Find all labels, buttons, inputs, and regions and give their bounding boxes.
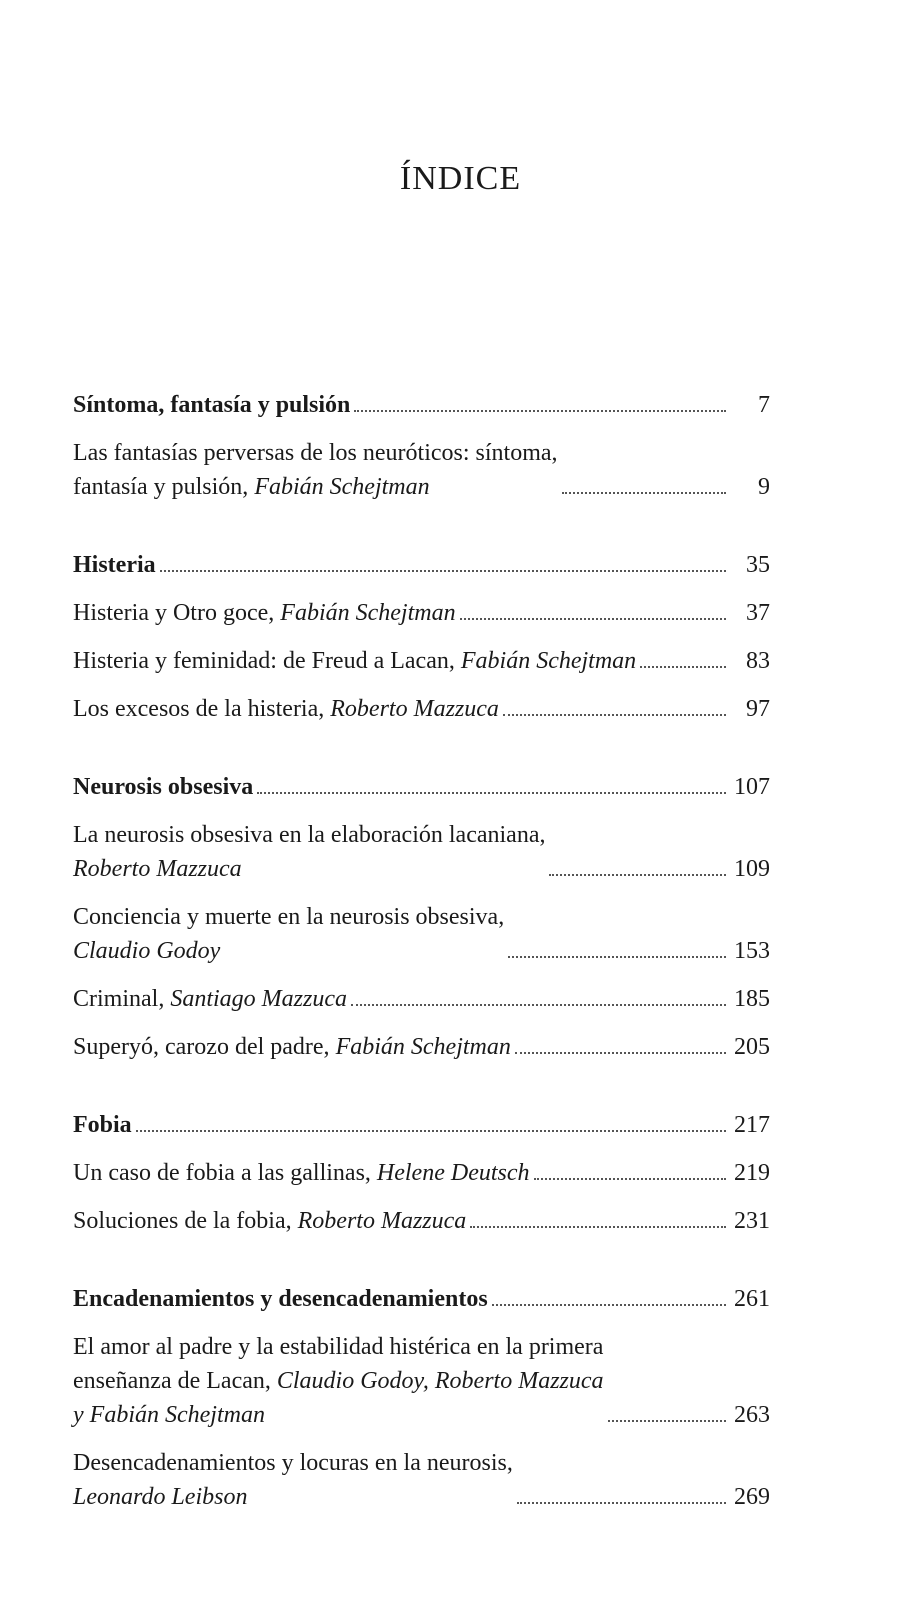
entry-author: Fabián Schejtman <box>280 600 456 626</box>
entry-author: y Fabián Schejtman <box>73 1402 265 1428</box>
page-number: 261 <box>734 1286 770 1312</box>
dot-leader <box>354 410 726 412</box>
entry-last-line <box>73 982 347 1016</box>
toc-entry <box>73 596 770 630</box>
dot-leader <box>492 1304 726 1306</box>
dot-leader <box>562 492 726 494</box>
entry-text <box>73 692 499 726</box>
entry-author: Roberto Mazzuca <box>73 856 242 882</box>
dot-leader <box>351 1004 726 1006</box>
page-number: 107 <box>734 774 770 800</box>
entry-text <box>73 1330 604 1432</box>
entry-author: Fabián Schejtman <box>460 648 637 674</box>
entry-author: Fabián Schejtman <box>254 474 430 500</box>
dot-leader <box>160 570 726 572</box>
page-number: 205 <box>734 1034 770 1060</box>
section-spacer <box>73 1252 770 1282</box>
entry-title-part: Superyó, carozo del padre, <box>73 1034 336 1060</box>
section-spacer <box>73 740 770 770</box>
entry-text <box>73 1446 513 1514</box>
section-heading <box>73 548 770 582</box>
toc-entry <box>73 1446 770 1514</box>
entry-title-part: Soluciones de la fobia, <box>73 1208 298 1234</box>
page-number: 7 <box>758 392 770 418</box>
toc-entry <box>73 1030 770 1064</box>
toc-section <box>73 1282 770 1514</box>
page-number: 263 <box>734 1402 770 1428</box>
dot-leader <box>470 1226 726 1228</box>
dot-leader <box>508 956 726 958</box>
section-heading-text: Histeria <box>73 552 156 578</box>
entry-text <box>73 596 456 630</box>
dot-leader <box>503 714 726 716</box>
toc-entry <box>73 818 770 886</box>
entry-last-line <box>73 1480 513 1514</box>
entry-text <box>73 982 347 1016</box>
entry-title-part: Los excesos de la histeria, <box>73 696 331 722</box>
page-number: 97 <box>746 696 770 722</box>
page-number: 35 <box>746 552 770 578</box>
page-number: 109 <box>734 856 770 882</box>
dot-leader <box>136 1130 726 1132</box>
entry-title-part: Histeria y Otro goce, <box>73 600 281 626</box>
entry-text <box>73 1156 530 1190</box>
entry-title-line: La neurosis obsesiva en la elaboración lacaniana, <box>73 822 546 848</box>
entry-last-line <box>73 1204 466 1238</box>
entry-title-part: enseñanza de Lacan, <box>73 1368 277 1394</box>
dot-leader <box>257 792 726 794</box>
toc-entry <box>73 900 770 968</box>
page-number: 9 <box>758 474 770 500</box>
entry-text <box>73 1030 511 1064</box>
toc-entry <box>73 436 770 504</box>
entry-author: Fabián Schejtman <box>335 1034 511 1060</box>
entry-last-line <box>73 1398 604 1432</box>
dot-leader <box>608 1420 726 1422</box>
section-heading <box>73 770 770 804</box>
table-of-contents <box>73 388 770 1528</box>
toc-section <box>73 1108 770 1238</box>
page-number: 37 <box>746 600 770 626</box>
entry-title-line: Las fantasías perversas de los neuróticos: síntoma, <box>73 440 558 466</box>
dot-leader <box>460 618 726 620</box>
page-number: 217 <box>734 1112 770 1138</box>
entry-last-line <box>73 1030 511 1064</box>
entry-author: Leonardo Leibson <box>73 1484 248 1510</box>
entry-title-line <box>73 1364 604 1398</box>
page-number: 185 <box>734 986 770 1012</box>
entry-text <box>73 900 504 968</box>
entry-last-line <box>73 692 499 726</box>
toc-entry <box>73 692 770 726</box>
toc-entry <box>73 1156 770 1190</box>
toc-section <box>73 548 770 726</box>
toc-entry <box>73 1204 770 1238</box>
entry-author: Roberto Mazzuca <box>297 1208 467 1234</box>
section-heading-text: Síntoma, fantasía y pulsión <box>73 392 351 418</box>
dot-leader <box>517 1502 726 1504</box>
entry-text <box>73 644 636 678</box>
entry-last-line <box>73 596 456 630</box>
toc-entry <box>73 644 770 678</box>
section-heading <box>73 1108 770 1142</box>
toc-section <box>73 388 770 504</box>
entry-author: Claudio Godoy <box>73 938 221 964</box>
entry-author: Claudio Godoy, Roberto Mazzuca <box>276 1368 604 1394</box>
entry-author: Santiago Mazzuca <box>170 986 347 1012</box>
entry-last-line <box>73 470 558 504</box>
entry-title-part: fantasía y pulsión, <box>73 474 255 500</box>
entry-last-line <box>73 852 545 886</box>
page-number: 219 <box>734 1160 770 1186</box>
section-heading-text: Neurosis obsesiva <box>73 774 254 800</box>
toc-entry <box>73 1330 770 1432</box>
section-heading-text: Encadenamientos y desencadenamientos <box>73 1286 488 1312</box>
toc-entry <box>73 982 770 1016</box>
entry-last-line <box>73 644 636 678</box>
dot-leader <box>640 666 726 668</box>
entry-last-line <box>73 934 504 968</box>
entry-title-part: Histeria y feminidad: de Freud a Lacan, <box>73 648 461 674</box>
entry-author: Helene Deutsch <box>376 1160 530 1186</box>
section-spacer <box>73 1078 770 1108</box>
dot-leader <box>515 1052 726 1054</box>
section-heading <box>73 388 770 422</box>
entry-text <box>73 1204 466 1238</box>
section-heading-text: Fobia <box>73 1112 132 1138</box>
entry-title-line: El amor al padre y la estabilidad histérica en la primera <box>73 1334 604 1360</box>
page-title: ÍNDICE <box>399 160 522 197</box>
section-heading <box>73 1282 770 1316</box>
section-spacer <box>73 518 770 548</box>
dot-leader <box>549 874 726 876</box>
page-number: 231 <box>734 1208 770 1234</box>
entry-author: Roberto Mazzuca <box>330 696 499 722</box>
entry-title-part: Criminal, <box>73 986 171 1012</box>
entry-last-line <box>73 1156 530 1190</box>
entry-title-part: Un caso de fobia a las gallinas, <box>73 1160 377 1186</box>
page-number: 83 <box>746 648 770 674</box>
page-number: 153 <box>734 938 770 964</box>
entry-text <box>73 436 558 504</box>
dot-leader <box>534 1178 726 1180</box>
page-number: 269 <box>734 1484 770 1510</box>
toc-section <box>73 770 770 1064</box>
entry-title-line: Desencadenamientos y locuras en la neurosis, <box>73 1450 513 1476</box>
entry-title-line: Conciencia y muerte en la neurosis obsesiva, <box>73 904 505 930</box>
entry-text <box>73 818 545 886</box>
